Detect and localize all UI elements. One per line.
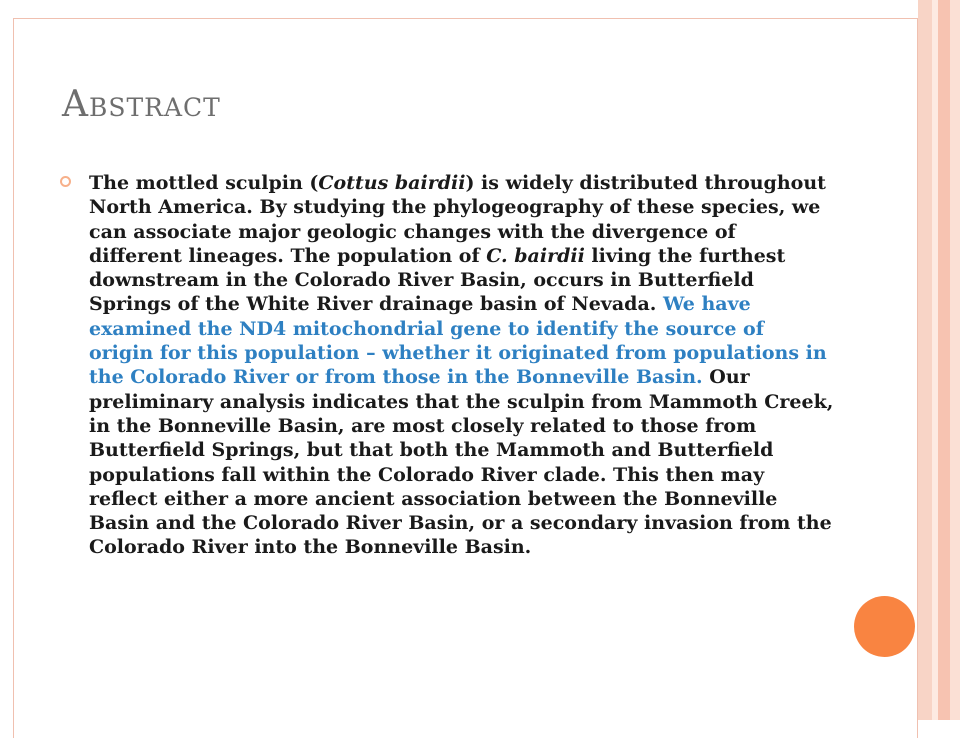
abstract-paragraph (89, 171, 834, 560)
species-name-italic: Cottus bairdii (318, 172, 466, 194)
slide-title: Abstract (62, 84, 221, 125)
abstract-text-segment: ) is widely distributed throughout North America. By studying the phylogeography of these species, we can associate major geologic changes with the divergence of different lineages. The population of (89, 172, 826, 267)
highlighted-method-text: We have examined the ND4 mitochondrial gene to identify the source of origin for this population – whether it originated from populations in the Colorado River or from those in the Bonneville Basin. (89, 293, 827, 389)
decorative-stripe (950, 0, 960, 720)
abstract-text-segment: The mottled sculpin ( (89, 172, 319, 194)
orange-circle-decoration (854, 596, 915, 657)
decorative-stripe (918, 0, 932, 720)
abstract-text-segment: Our preliminary analysis indicates that the sculpin from Mammoth Creek, in the Bonneville Basin, are most closely related to those from Butterfield Springs, but that both the Mammoth and Butterfield populations fall within the Colorado River clade. This then may reflect either a more ancient association between the Bonneville Basin and the Colorado River Basin, or a secondary invasion from the Colorado River into the Bonneville Basin. (89, 366, 834, 559)
abstract-text-segment: living the furthest downstream in the Colorado River Basin, occurs in Butterfield Springs of the White River drainage basin of Nevada. (89, 244, 786, 316)
hollow-circle-bullet-icon (60, 176, 71, 187)
species-name-italic: C. bairdii (486, 244, 585, 267)
decorative-stripe (938, 0, 950, 720)
